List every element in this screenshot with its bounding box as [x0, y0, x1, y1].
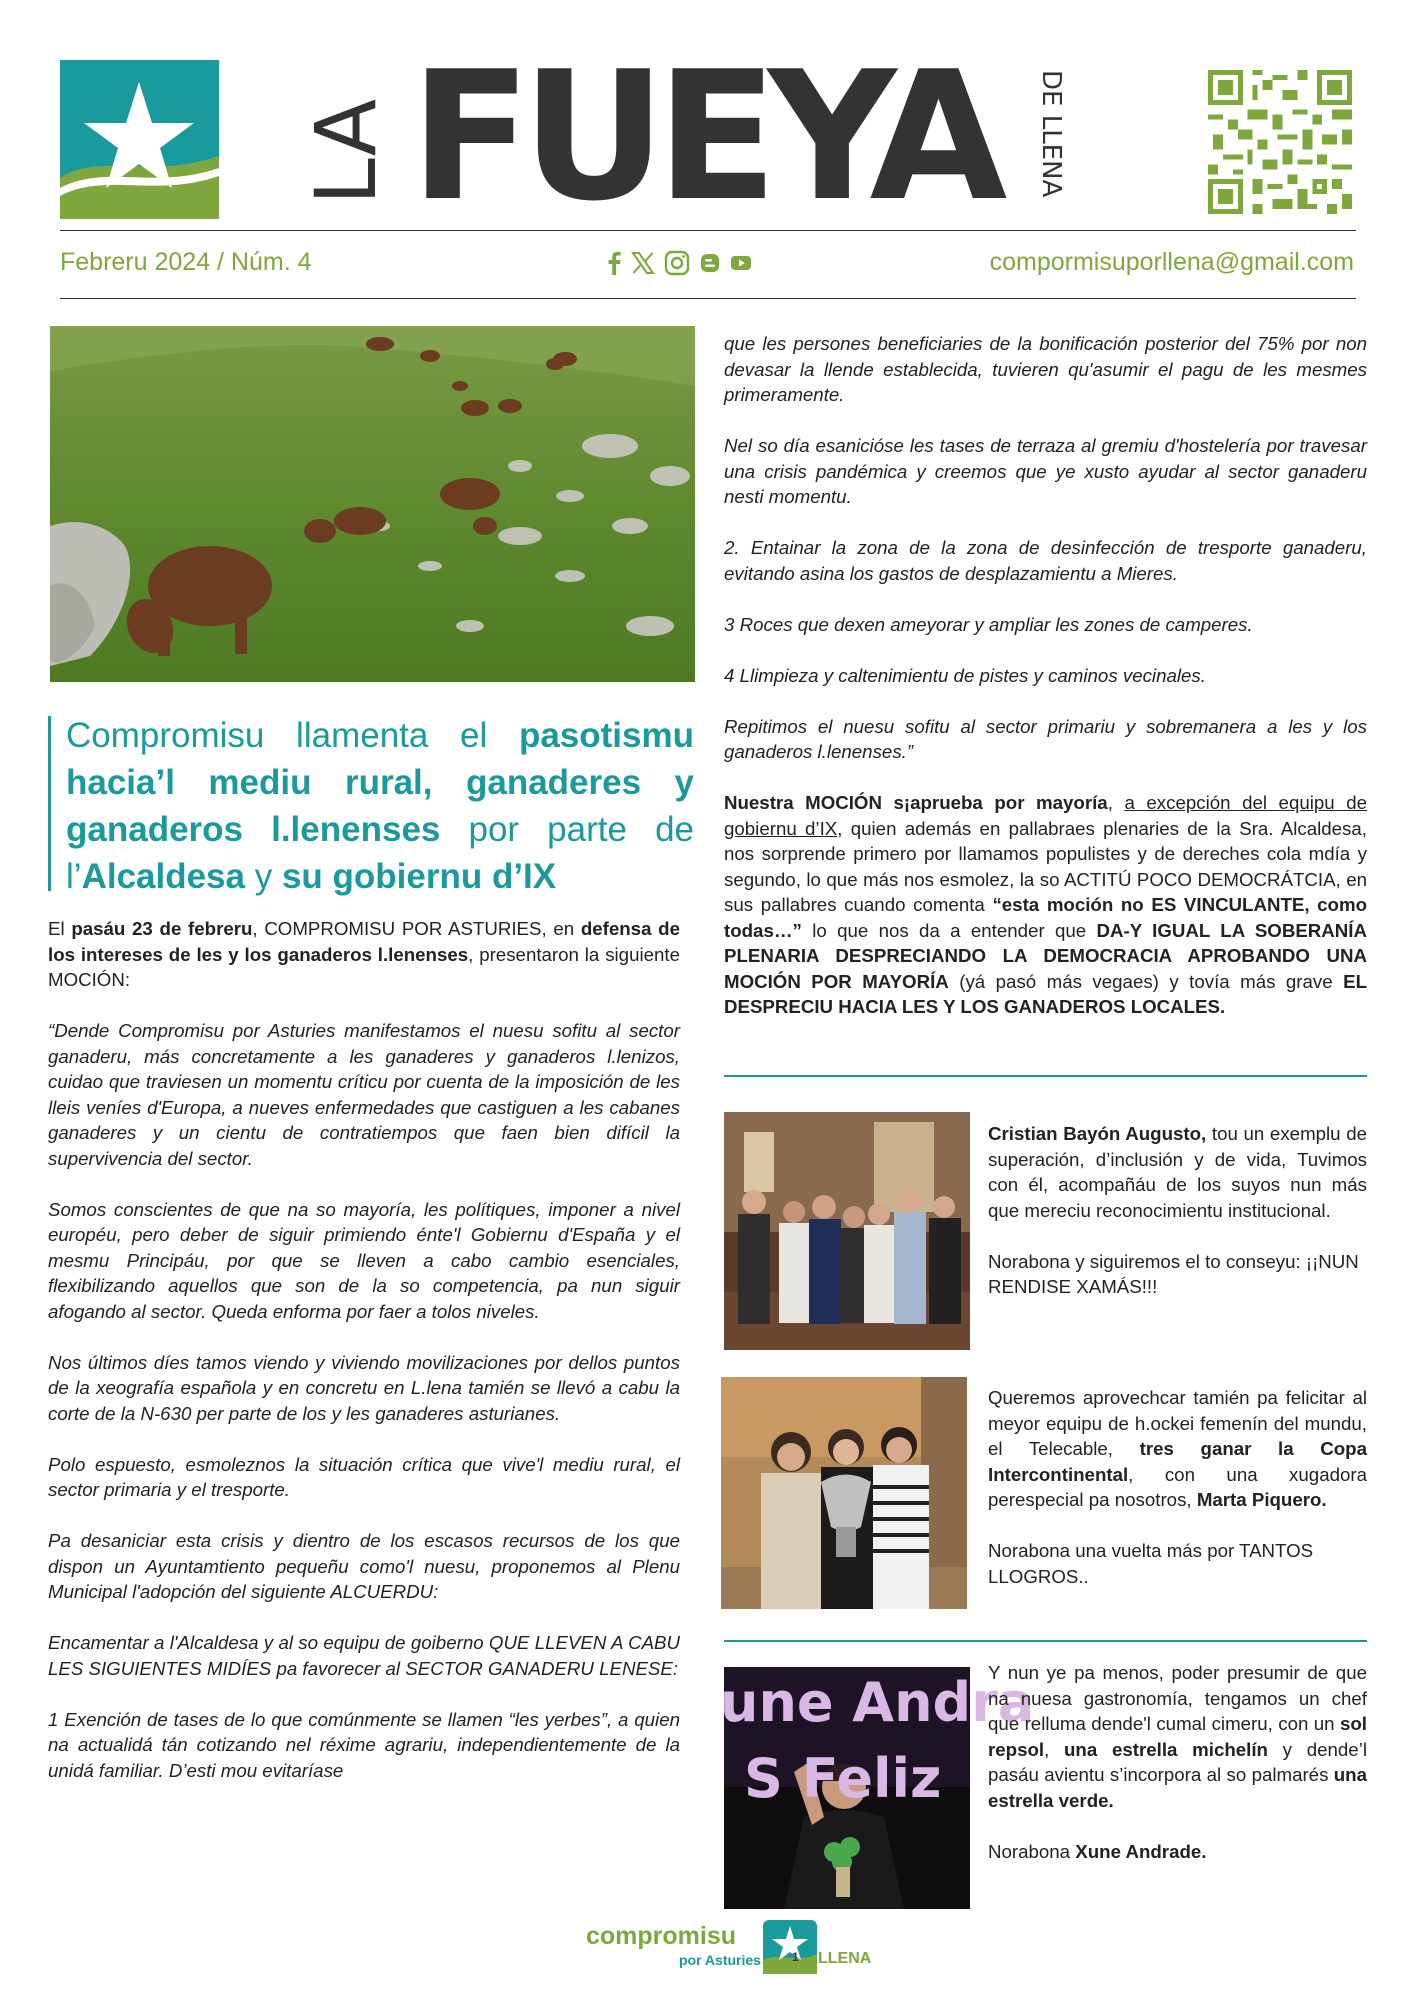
headline [66, 712, 694, 900]
section-divider [724, 1075, 1367, 1077]
headline-text-1: Compromisu llamenta el [66, 716, 519, 755]
result-text-1: , [1107, 792, 1125, 813]
headline-text-2: por parte de l’ [66, 810, 694, 896]
header-rule-top [60, 230, 1356, 231]
chef-photo-caption: une Andra [720, 1671, 1035, 1734]
headline-bold-3: su gobiernu d’IX [281, 857, 557, 896]
star-icon [60, 60, 219, 219]
motion-paragraph: que les persones beneficiaries de la bonificación posterior del 75% por non devasar la llende establecida, tuvieren qu'asumir el pagu de les mesmes primeramente. [724, 333, 1367, 405]
cristian-desc: tou un exemplu de superación, d’inclusión y de vida, Tuvimos con él, acompañáu de los suyos nun más que mereciu reconocimientu institucional. [988, 1123, 1367, 1221]
result-text-4: (yá pasó más vegaes) y tovía más grave [948, 970, 1344, 992]
motion-paragraph: “Dende Compromisu por Asturies manifestamos el nuesu sofitu al sector ganaderu, más concretamente a les ganaderes y ganaderos l.lenizos, cuidao que traviesen un momentu críticu por cuenta de la imposición de les lleis veníes d'Europa, a nueves enfermedades que castiguen a les cabanes ganaderes y un cientu de contratiempos que faen bien difícil la supervivencia del sector. [48, 1020, 680, 1169]
footer-sub: por Asturies [679, 1952, 761, 1968]
motion-paragraph: Somos conscientes de que na so mayoría, les polítiques, imponer a nivel européu, pero deber de siguir primiendo énte'l Gobiernu d'España y el mesmu Principáu, por que se lleven a cabo cambio esenciales, flexibilizando aquellos que son de la so competencia, pa nun siguir afogando al sector. Queda enforma por faer a tolos niveles. [48, 1198, 680, 1322]
qr-code[interactable] [1208, 70, 1352, 214]
result-text-2: , quien además en pallabraes plenaries de la Sra. Alcaldesa, nos sorprende primero por llamamos populistes y de dereches cola mdía y segundo, lo que más nos esmolez, la so ACTITÚ POCO DEMOCRÁTCIA, en sus pallabres cuando comenta [724, 817, 1367, 915]
chef-name: Xune Andrade. [1075, 1840, 1207, 1862]
instagram-icon[interactable] [664, 250, 690, 276]
motion-paragraph: Nos últimos díes tamos viendo y viviendo movilizaciones por dellos puntos de la xeografía española y en concretu en L.lena tamién se llevó a cabu la corte de la N-630 per parte de los y les ganaderes asturianes. [48, 1351, 680, 1424]
motion-paragraph: 3 Roces que dexen ameyorar y ampliar les zones de camperes. [724, 613, 1253, 635]
motion-result-paragraph [724, 790, 1367, 1020]
hockey-text [988, 1385, 1367, 1615]
hockey-congrats: Norabona una vuelta más por TANTOS LLOGROS.. [988, 1540, 1314, 1587]
intro-bold-1: pasáu 23 de febreru [71, 918, 253, 939]
hockey-desc-2: , con una xugadora perespecial pa nosotros, [988, 1463, 1367, 1510]
chef-photo-caption-2: S Feliz [744, 1747, 942, 1810]
intro-paragraph [48, 916, 680, 993]
header-rule-bottom [60, 298, 1356, 299]
intro-text-3: , presentaron la siguiente MOCIÓN: [48, 943, 680, 990]
result-text-3: lo que nos da a entender que [801, 919, 1097, 941]
compromisu-logo [60, 60, 219, 219]
motion-paragraph: Repitimos el nuesu sofitu al sector primariu y sobremanera a les y los ganaderos l.lenenses.” [724, 715, 1367, 762]
title-la-text: LA [297, 98, 395, 205]
result-underline: a excepción del equipu de gobiernu d’IX [724, 792, 1368, 839]
cristian-congrats: Norabona y siguiremos el to conseyu: ¡¡NUN RENDISE XAMÁS!!! [988, 1250, 1359, 1297]
right-column [724, 331, 1367, 1045]
chef-desc-3: y dende’l pasáu avientu s’incorpora al so palmarés [988, 1738, 1368, 1785]
headline-bold-1: pasotismu hacia’l mediu rural, ganaderes y ganaderos l.lenenses [66, 716, 694, 849]
facebook-icon[interactable] [606, 251, 622, 275]
footer-star-icon [763, 1920, 817, 1974]
headline-bold-2: Alcaldesa [81, 857, 245, 896]
chef-desc-2: , [1044, 1738, 1065, 1760]
blogger-icon[interactable] [700, 253, 720, 273]
motion-paragraph: Nel so día esanicióse les tases de terraza al gremiu d'hostelería por travesar una crisis pandémica y creemos que ye xusto ayudar al sector ganaderu nesti momentu. [724, 435, 1367, 507]
x-icon[interactable] [632, 252, 654, 274]
issue-label: Febreru 2024 / Núm. 4 [60, 248, 312, 276]
chef-bold-3: una estrella verde. [988, 1764, 1367, 1811]
chef-bold-1: sol repsol [988, 1713, 1367, 1760]
chef-bold-2: una estrella michelín [1064, 1738, 1268, 1760]
hockey-photo [721, 1377, 967, 1609]
hockey-bold-1: tres ganar la Copa Intercontinental [988, 1438, 1367, 1485]
hockey-desc-1: Queremos aprovechcar tamién pa felicitar al meyor equipu de h.ockei femenín del mundu, el Telecable, [988, 1387, 1367, 1459]
title-main: FUEYA [410, 33, 998, 240]
headline-accent [48, 716, 51, 891]
footer-logo [586, 1920, 886, 1990]
cristian-photo [724, 1112, 970, 1350]
cristian-text [988, 1121, 1367, 1325]
motion-paragraph: Polo espuesto, esmoleznos la situación crítica que vive'l mediu rural, el sector primaria y el tresporte. [48, 1453, 680, 1500]
result-bold-1: Nuestra MOCIÓN s¡aprueba por mayoría [724, 792, 1108, 813]
chef-desc-1: Y nun ye pa menos, poder presumir de que na nuesa gastronomía, tengamos un chef que relluma dende'l cumal cimeru, con un [988, 1662, 1367, 1734]
title-sub [1025, 70, 1095, 210]
result-bold-3: DA-Y IGUAL LA SOBERANÍA PLENARIA DESPRECIANDO LA DEMOCRACIA APROBANDO UNA MOCIÓN POR MAYORÍA [724, 919, 1367, 992]
intro-text-1: El [48, 918, 72, 939]
intro-text-2: , COMPROMISU POR ASTURIES, en [252, 918, 581, 939]
chef-text [988, 1660, 1367, 1890]
motion-paragraph: 2. Entainar la zona de la zona de desinfección de tresporte ganaderu, evitando asina los gastos de desplazamientu a Mieres. [724, 537, 1367, 584]
result-bold-2: “esta moción no ES VINCULANTE, como todas…” [724, 894, 1368, 941]
footer-brand: compromisu [586, 1922, 737, 1950]
title-la [297, 65, 395, 210]
social-links [606, 250, 752, 276]
cows-photo [50, 326, 695, 682]
email-link[interactable]: compormisuporllena@gmail.com [989, 248, 1354, 276]
title-sub-text: DE LLENA [1036, 70, 1066, 198]
motion-paragraph: 4 Llimpieza y caltenimientu de pistes y caminos vecinales. [724, 664, 1206, 686]
motion-paragraph: Pa desaniciar esta crisis y dientro de los escasos recursos de los que dispon un Ayuntamtiento pequeñu como'l nuesu, proponemos al Plenu Municipal l'adopción del siguiente ALCUERDU: [48, 1530, 680, 1602]
section-divider [724, 1640, 1367, 1642]
footer-num: 1 [792, 1950, 799, 1964]
cristian-name: Cristian Bayón Augusto, [988, 1123, 1207, 1144]
footer-place: LLENA [818, 1950, 872, 1967]
chef-congrats: Norabona [988, 1840, 1076, 1862]
motion-paragraph: 1 Exención de tases de lo que comúnmente se llamen “les yerbes”, a quien na actualidá tán cotizando nel réxime agrariu, independientemente de la unidá familiar. D’esti mou evitaríase [48, 1708, 680, 1781]
youtube-icon[interactable] [730, 254, 752, 272]
headline-text-3: y [245, 857, 282, 896]
hockey-bold-2: Marta Piquero. [1196, 1489, 1327, 1510]
motion-paragraph: Encamentar a l'Alcaldesa y al so equipu de goiberno QUE LLEVEN A CABU LES SIGUIENTES MIDÍES pa favorecer al SECTOR GANADERU LENESE: [48, 1632, 680, 1679]
left-column [48, 916, 680, 1809]
intro-bold-2: defensa de los intereses de les y los ganaderos l.lenenses [48, 918, 680, 965]
result-bold-4: EL DESPRECIU HACIA LES Y LOS GANADEROS LOCALES. [724, 970, 1368, 1017]
